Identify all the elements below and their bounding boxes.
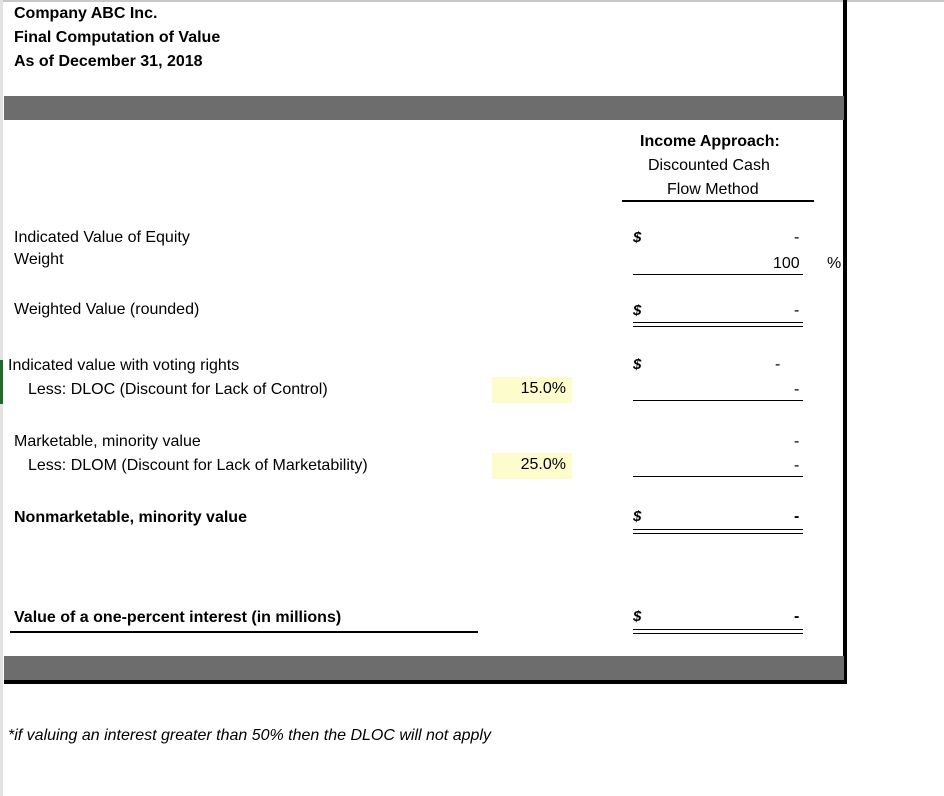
top-band (4, 96, 844, 120)
value-marketable-minority: - (794, 433, 800, 450)
dollar-sign: $ (633, 229, 642, 246)
dlom-underline (633, 476, 803, 477)
value-dloc: - (794, 381, 800, 398)
value-dlom: - (794, 457, 800, 474)
top-border (0, 0, 944, 2)
value-nonmarketable-minority: - (794, 508, 800, 525)
one-percent-label-underline (10, 631, 478, 633)
footnote: *if valuing an interest greater than 50% then the DLOC will not apply (8, 727, 491, 744)
nonmarketable-double-underline-top (633, 529, 803, 530)
value-voting-rights: - (775, 356, 781, 373)
nonmarketable-double-underline-bottom (633, 533, 803, 534)
value-indicated-equity: - (794, 229, 800, 246)
one-percent-double-underline-bottom (633, 633, 803, 634)
report-title: Final Computation of Value (14, 29, 221, 46)
bottom-band (4, 656, 844, 680)
column-header-line3: Flow Method (667, 181, 759, 198)
bottom-band-border (4, 680, 847, 684)
weighted-double-underline-top (633, 322, 803, 323)
weighted-double-underline-bottom (633, 326, 803, 327)
dollar-sign: $ (633, 508, 642, 525)
dollar-sign: $ (633, 302, 642, 319)
column-header-underline (622, 200, 814, 202)
weight-underline (633, 274, 803, 275)
left-green-mark (0, 360, 3, 404)
dollar-sign: $ (633, 608, 642, 625)
label-one-percent-interest: Value of a one-percent interest (in millions) (14, 609, 342, 626)
label-nonmarketable-minority: Nonmarketable, minority value (14, 509, 247, 526)
dlom-rate-input[interactable]: 25.0% (492, 453, 572, 479)
column-header-line1: Income Approach: (640, 133, 780, 150)
label-dloc: Less: DLOC (Discount for Lack of Control) (28, 381, 328, 398)
label-weight: Weight (14, 251, 64, 268)
dollar-sign: $ (633, 356, 642, 373)
value-weight: 100 (773, 255, 800, 272)
report-date: As of December 31, 2018 (14, 53, 203, 70)
value-weighted: - (794, 302, 800, 319)
label-dlom: Less: DLOM (Discount for Lack of Marketability) (28, 457, 368, 474)
column-header-line2: Discounted Cash (648, 157, 770, 174)
one-percent-double-underline-top (633, 629, 803, 630)
company-name: Company ABC Inc. (14, 5, 158, 22)
label-weighted-value: Weighted Value (rounded) (14, 301, 200, 318)
label-voting-rights: Indicated value with voting rights (8, 357, 240, 374)
weight-unit: % (827, 255, 842, 272)
dloc-underline (633, 400, 803, 401)
label-marketable-minority: Marketable, minority value (14, 433, 201, 450)
value-one-percent-interest: - (794, 608, 800, 625)
dloc-rate-input[interactable]: 15.0% (492, 377, 572, 403)
label-indicated-value-equity: Indicated Value of Equity (14, 229, 190, 246)
